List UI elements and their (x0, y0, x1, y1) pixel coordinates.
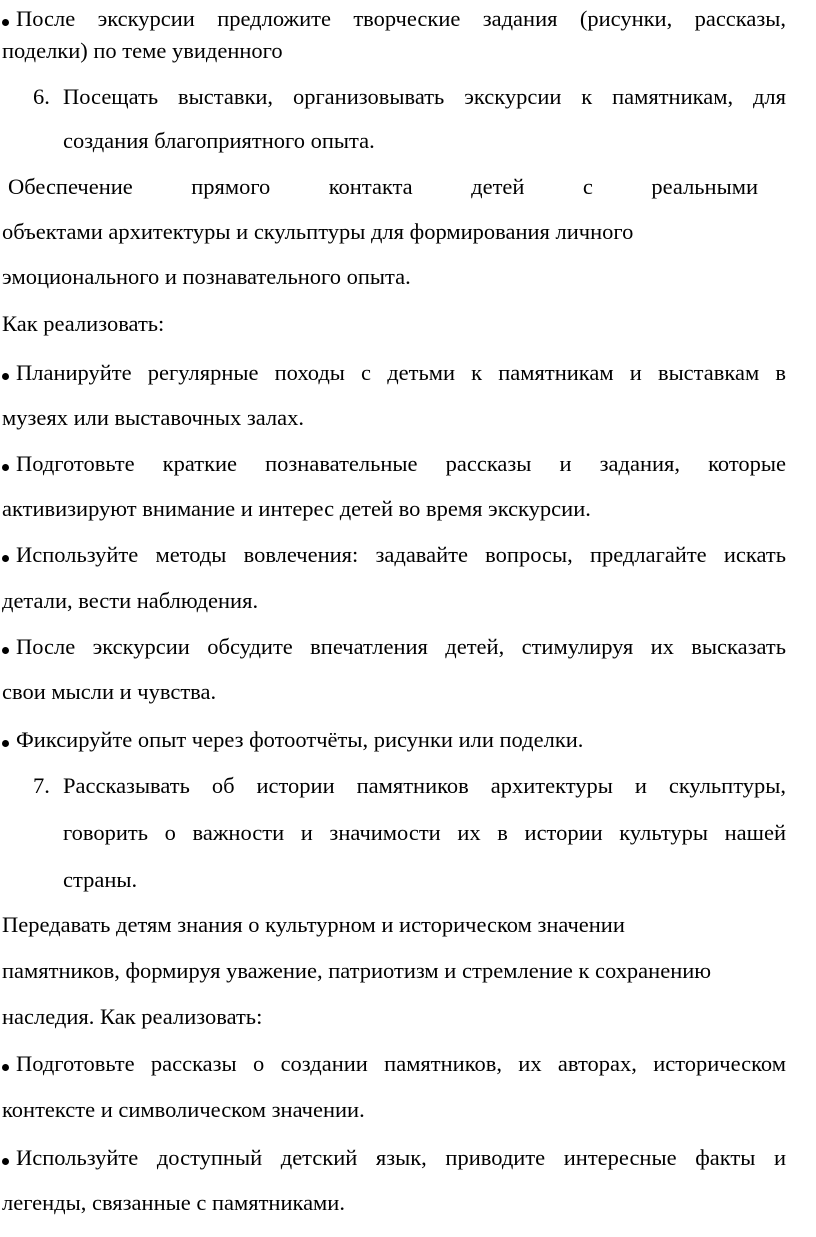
bullet-icon (2, 19, 9, 26)
text-line: поделки) по теме увиденного (2, 38, 283, 63)
list-number: 7. (33, 773, 50, 798)
text-line: музеях или выставочных залах. (2, 405, 304, 430)
bullet-line (2, 729, 583, 752)
text-line: Планируйте регулярные походы с детьми к памятникам и выставкам в (16, 360, 786, 385)
text-line: Как реализовать: (2, 311, 165, 336)
bullet-line (2, 1053, 786, 1076)
bullet-icon (2, 740, 9, 747)
bullet-icon (2, 555, 9, 562)
text-line: После экскурсии обсудите впечатления детей, стимулируя их высказать (16, 634, 786, 659)
text-line: свои мысли и чувства. (2, 679, 217, 704)
text-line: Передавать детям знания о культурном и историческом значении (2, 912, 625, 937)
text-line: Посещать выставки, организовывать экскурсии к памятникам, для (63, 84, 786, 109)
bullet-icon (2, 464, 9, 471)
text-line: После экскурсии предложите творческие задания (рисунки, рассказы, (16, 6, 786, 31)
text-line: Подготовьте краткие познавательные рассказы и задания, которые (16, 451, 786, 476)
text-line: Используйте методы вовлечения: задавайте вопросы, предлагайте искать (16, 542, 786, 567)
bullet-line (2, 453, 786, 476)
text-line: Фиксируйте опыт через фотоотчёты, рисунки или поделки. (16, 727, 584, 752)
numbered-item-6 (33, 86, 786, 109)
text-line: памятников, формируя уважение, патриотизм и стремление к сохранению (2, 958, 712, 983)
bullet-line (2, 544, 786, 567)
text-line: детали, вести наблюдения. (2, 588, 259, 613)
text-line: говорить о важности и значимости их в истории культуры нашей (63, 820, 786, 845)
bullet-line (2, 636, 786, 659)
text-line: Рассказывать об истории памятников архитектуры и скульптуры, (63, 773, 786, 798)
text-line: объектами архитектуры и скульптуры для формирования личного (2, 219, 634, 244)
text-line: Подготовьте рассказы о создании памятников, их авторах, историческом (16, 1051, 786, 1076)
text-line: контексте и символическом значении. (2, 1097, 365, 1122)
text-line: наследия. Как реализовать: (2, 1004, 263, 1029)
text-line: легенды, связанные с памятниками. (2, 1190, 345, 1215)
text-line: активизируют внимание и интерес детей во время экскурсии. (2, 496, 591, 521)
text-line: эмоционального и познавательного опыта. (2, 264, 411, 289)
bullet-line (2, 8, 786, 31)
bullet-icon (2, 1158, 9, 1165)
bullet-line (2, 1147, 786, 1170)
bullet-icon (2, 1064, 9, 1071)
text-line: Обеспечение прямого контакта детей с реальными (8, 174, 758, 199)
text-line: Используйте доступный детский язык, приводите интересные факты и (16, 1145, 786, 1170)
bullet-icon (2, 647, 9, 654)
numbered-item-7 (33, 775, 786, 798)
bullet-line (2, 362, 786, 385)
text-line: создания благоприятного опыта. (63, 128, 375, 153)
list-number: 6. (33, 84, 50, 109)
text-line: страны. (63, 867, 138, 892)
bullet-icon (2, 373, 9, 380)
